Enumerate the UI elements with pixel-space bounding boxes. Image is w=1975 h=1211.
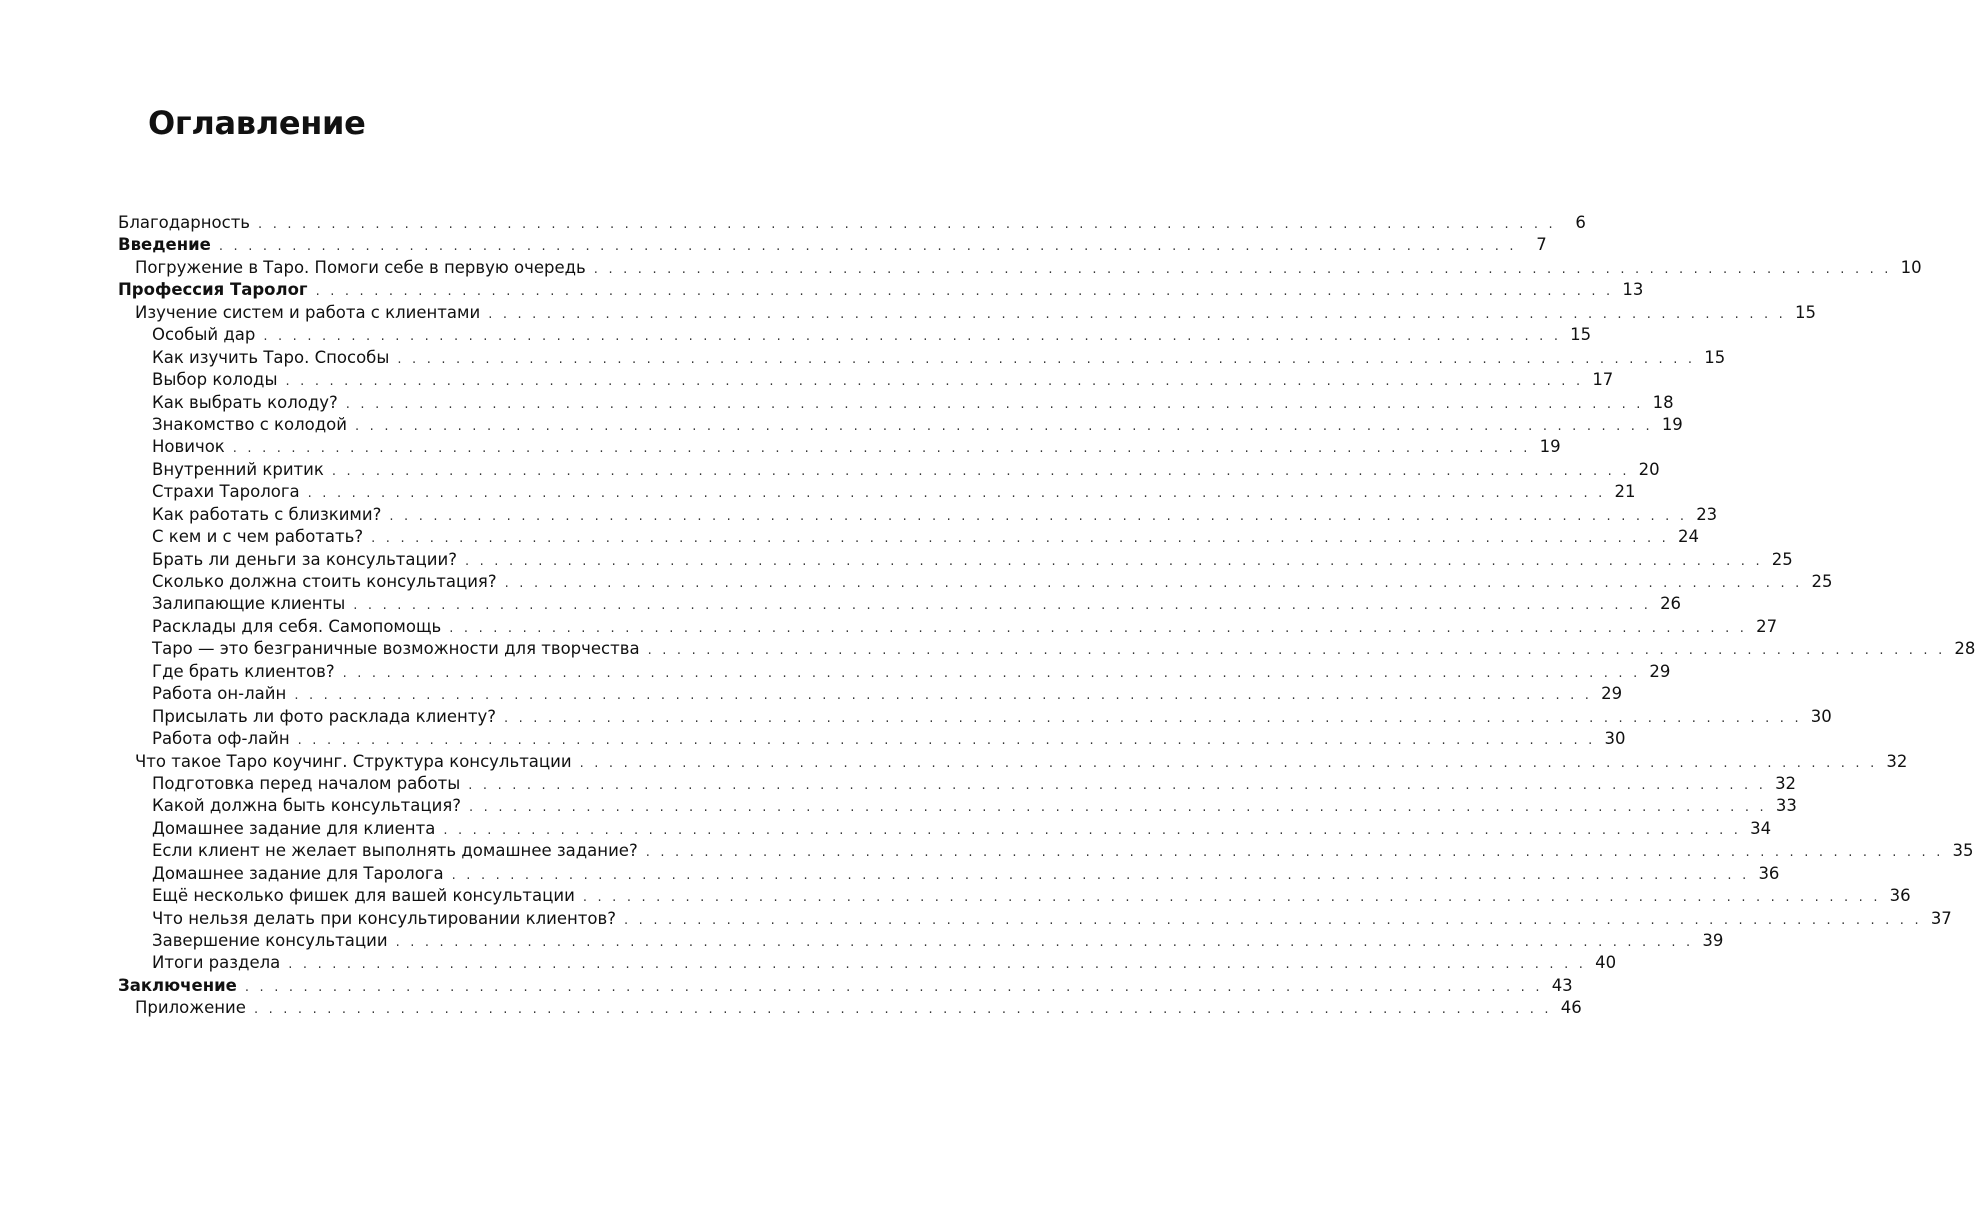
toc-entry[interactable] bbox=[118, 638, 1975, 660]
toc-entry-title: Итоги раздела bbox=[152, 953, 281, 973]
toc-dot-leader: . . . . . . . . . . . . . . . . . . . . . . . . . . . . . . . . . . . . . . . . . . . . . . . . . . . . . . . . . . . . . . . . . . . . . . . . . . . . . . . . . . . . . . . . . bbox=[389, 508, 1688, 524]
toc-entry-page-number: 34 bbox=[1750, 818, 1772, 838]
toc-entry[interactable] bbox=[118, 504, 1718, 526]
toc-entry-page-number: 19 bbox=[1539, 437, 1561, 457]
toc-entry-title: Завершение консультации bbox=[152, 931, 388, 950]
toc-entry[interactable] bbox=[118, 885, 1911, 907]
toc-entry[interactable] bbox=[118, 369, 1614, 391]
toc-entry-title: Благодарность bbox=[118, 213, 251, 232]
toc-entry-page-number: 23 bbox=[1696, 504, 1718, 524]
toc-entry-title: Таро — это безграничные возможности для творчества bbox=[152, 639, 640, 659]
toc-entry-page-number: 24 bbox=[1677, 527, 1699, 547]
toc-entry-title: Погружение в Таро. Помоги себе в первую очередь bbox=[135, 257, 586, 277]
toc-entry-page-number: 35 bbox=[1952, 841, 1974, 861]
toc-entry[interactable] bbox=[118, 593, 1682, 615]
toc-entry-page-number: 36 bbox=[1889, 886, 1911, 906]
toc-dot-leader: . . . . . . . . . . . . . . . . . . . . . . . . . . . . . . . . . . . . . . . . . . . . . . . . . . . . . . . . . . . . . . . . . . . . . . . . . . . . . . . . . . . . . . . . . bbox=[593, 261, 1892, 277]
toc-entry-title: Введение bbox=[118, 235, 211, 255]
toc-entry[interactable] bbox=[118, 257, 1922, 279]
toc-entry-title: Расклады для себя. Самопомощь bbox=[152, 616, 442, 636]
toc-dot-leader: . . . . . . . . . . . . . . . . . . . . . . . . . . . . . . . . . . . . . . . . . . . . . . . . . . . . . . . . . . . . . . . . . . . . . . . . . . . . . . . . . . . . . . . . . bbox=[307, 486, 1606, 502]
toc-entry-page-number: 28 bbox=[1954, 639, 1975, 659]
toc-entry[interactable] bbox=[118, 234, 1547, 256]
toc-entry-title: Приложение bbox=[135, 998, 246, 1018]
toc-dot-leader: . . . . . . . . . . . . . . . . . . . . . . . . . . . . . . . . . . . . . . . . . . . . . . . . . . . . . . . . . . . . . . . . . . . . . . . . . . . . . . . . . . . . . . . . . bbox=[582, 890, 1881, 906]
toc-entry-title: Домашнее задание для клиента bbox=[152, 818, 436, 838]
toc-entry[interactable] bbox=[118, 302, 1817, 324]
toc-dot-leader: . . . . . . . . . . . . . . . . . . . . . . . . . . . . . . . . . . . . . . . . . . . . . . . . . . . . . . . . . . . . . . . . . . . . . . . . . . . . . . . . . . . . . . . . . bbox=[504, 576, 1803, 591]
toc-entry-title: Ещё несколько фишек для вашей консультации bbox=[152, 886, 575, 906]
toc-entry[interactable] bbox=[118, 571, 1833, 593]
toc-entry-page-number: 36 bbox=[1758, 863, 1780, 883]
toc-entry[interactable] bbox=[118, 751, 1908, 773]
toc-entry[interactable] bbox=[118, 392, 1674, 414]
toc-entry-title: Новичок bbox=[152, 437, 225, 457]
toc-dot-leader: . . . . . . . . . . . . . . . . . . . . . . . . . . . . . . . . . . . . . . . . . . . . . . . . . . . . . . . . . . . . . . . . . . . . . . . . . . . . . . . . . . . . . . . . . bbox=[645, 845, 1944, 861]
toc-entry-page-number: 32 bbox=[1886, 751, 1908, 771]
toc-entry-title: Работа оф-лайн bbox=[152, 729, 290, 749]
toc-dot-leader: . . . . . . . . . . . . . . . . . . . . . . . . . . . . . . . . . . . . . . . . . . . . . . . . . . . . . . . . . . . . . . . . . . . . . . . . . . . . . . . . . . . . . . . . . bbox=[342, 665, 1641, 681]
toc-entry-page-number: 17 bbox=[1592, 370, 1614, 390]
toc-entry-page-number: 39 bbox=[1702, 931, 1724, 950]
toc-entry-page-number: 21 bbox=[1614, 482, 1636, 502]
toc-entry[interactable] bbox=[118, 728, 1626, 750]
toc-entry[interactable] bbox=[118, 549, 1793, 571]
toc-dot-leader: . . . . . . . . . . . . . . . . . . . . . . . . . . . . . . . . . . . . . . . . . . . . . . . . . . . . . . . . . . . . . . . . . . . . . . . . . . . . . . . . . . . . . . . . . bbox=[579, 755, 1878, 771]
toc-entry-title: Особый дар bbox=[152, 325, 256, 345]
toc-entry-title: Что такое Таро коучинг. Структура консультации bbox=[135, 751, 572, 771]
toc-dot-leader: . . . . . . . . . . . . . . . . . . . . . . . . . . . . . . . . . . . . . . . . . . . . . . . . . . . . . . . . . . . . . . . . . . . . . . . . . . . . . . . . . . . . . . . . . bbox=[451, 867, 1750, 883]
toc-entry-page-number: 30 bbox=[1810, 706, 1832, 726]
toc-dot-leader: . . . . . . . . . . . . . . . . . . . . . . . . . . . . . . . . . . . . . . . . . . . . . . . . . . . . . . . . . . . . . . . . . . . . . . . . . . . . . . . . . . . . . . . . . bbox=[345, 396, 1644, 412]
toc-dot-leader: . . . . . . . . . . . . . . . . . . . . . . . . . . . . . . . . . . . . . . . . . . . . . . . . . . . . . . . . . . . . . . . . . . . . . . . . . . . . . . . . . . . . . . . . . bbox=[449, 620, 1748, 636]
toc-dot-leader: . . . . . . . . . . . . . . . . . . . . . . . . . . . . . . . . . . . . . . . . . . . . . . . . . . . . . . . . . . . . . . . . . . . . . . . . . . . . . . . . . . . . . . . . . bbox=[294, 688, 1593, 704]
toc-entry[interactable] bbox=[118, 436, 1561, 458]
toc-entry-title: Брать ли деньги за консультации? bbox=[152, 549, 457, 569]
toc-entry-title: Выбор колоды bbox=[152, 370, 278, 390]
toc-entry-title: Как выбрать колоду? bbox=[152, 392, 338, 412]
toc-entry[interactable] bbox=[118, 997, 1582, 1019]
toc-entry-page-number: 13 bbox=[1622, 280, 1644, 300]
toc-entry-page-number: 46 bbox=[1560, 998, 1582, 1018]
toc-entry-page-number: 26 bbox=[1660, 594, 1682, 614]
toc-entry-page-number: 18 bbox=[1652, 392, 1674, 412]
toc-entry-title: Если клиент не желает выполнять домашнее задание? bbox=[152, 841, 638, 861]
toc-entry[interactable] bbox=[118, 347, 1726, 369]
toc-entry[interactable] bbox=[118, 908, 1952, 930]
toc-entry[interactable] bbox=[118, 706, 1832, 728]
toc-entry-title: Что нельзя делать при консультировании клиентов? bbox=[152, 908, 616, 928]
toc-entry[interactable] bbox=[118, 930, 1724, 952]
toc-entry-page-number: 27 bbox=[1756, 616, 1778, 636]
toc-entry-page-number: 19 bbox=[1661, 414, 1683, 434]
toc-entry-page-number: 30 bbox=[1604, 729, 1626, 749]
toc-entry-title: Внутренний критик bbox=[152, 459, 324, 479]
toc-entry-title: Профессия Таролог bbox=[118, 280, 308, 300]
toc-entry[interactable] bbox=[118, 773, 1797, 795]
toc-entry-title: Подготовка перед началом работы bbox=[152, 773, 461, 793]
toc-entry-page-number: 25 bbox=[1771, 549, 1793, 569]
toc-dot-leader: . . . . . . . . . . . . . . . . . . . . . . . . . . . . . . . . . . . . . . . . . . . . . . . . . . . . . . . . . . . . . . . . . . . . . . . . . . . . . . . . . . . . . . . . . bbox=[353, 598, 1652, 614]
toc-entry[interactable] bbox=[118, 975, 1573, 997]
toc-entry[interactable] bbox=[118, 526, 1699, 548]
toc-entry-title: Как изучить Таро. Способы bbox=[152, 347, 390, 367]
toc-entry-page-number: 33 bbox=[1775, 796, 1797, 816]
toc-dot-leader: . . . . . . . . . . . . . . . . . . . . . . . . . . . . . . . . . . . . . . . . . . . . . . . . . . . . . . . . . . . . . . . . . . . . . . . . . . . . . . . . . . . . . . . . . bbox=[468, 777, 1767, 793]
toc-dot-leader: . . . . . . . . . . . . . . . . . . . . . . . . . . . . . . . . . . . . . . . . . . . . . . . . . . . . . . . . . . . . . . . . . . . . . . . . . . . . . . . . . . . . . . . . . bbox=[331, 463, 1630, 479]
toc-entry[interactable] bbox=[118, 616, 1778, 638]
page-title: Оглавление bbox=[148, 104, 366, 142]
toc-entry[interactable] bbox=[118, 661, 1671, 683]
toc-entry-title: Домашнее задание для Таролога bbox=[152, 863, 444, 883]
toc-entry-page-number: 32 bbox=[1775, 773, 1797, 793]
toc-dot-leader: . . . . . . . . . . . . . . . . . . . . . . . . . . . . . . . . . . . . . . . . . . . . . . . . . . . . . . . . . . . . . . . . . . . . . . . . . . . . . . . . . . . . . . . . . bbox=[354, 418, 1653, 434]
toc-dot-leader: . . . . . . . . . . . . . . . . . . . . . . . . . . . . . . . . . . . . . . . . . . . . . . . . . . . . . . . . . . . . . . . . . . . . . . . . . . . . . . . . . . . . . . . . . bbox=[218, 239, 1517, 255]
toc-entry-title: Страхи Таролога bbox=[152, 482, 300, 502]
toc-dot-leader: . . . . . . . . . . . . . . . . . . . . . . . . . . . . . . . . . . . . . . . . . . . . . . . . . . . . . . . . . . . . . . . . . . . . . . . . . . . . . . . . . . . . . . . . . bbox=[623, 912, 1922, 928]
toc-dot-leader: . . . . . . . . . . . . . . . . . . . . . . . . . . . . . . . . . . . . . . . . . . . . . . . . . . . . . . . . . . . . . . . . . . . . . . . . . . . . . . . . . . . . . . . . . bbox=[263, 329, 1562, 345]
toc-entry[interactable] bbox=[118, 324, 1592, 346]
toc-dot-leader: . . . . . . . . . . . . . . . . . . . . . . . . . . . . . . . . . . . . . . . . . . . . . . . . . . . . . . . . . . . . . . . . . . . . . . . . . . . . . . . . . . . . . . . . . bbox=[443, 822, 1742, 838]
toc-entry-title: Залипающие клиенты bbox=[152, 594, 346, 614]
toc-entry-title: Изучение систем и работа с клиентами bbox=[135, 302, 481, 322]
toc-dot-leader: . . . . . . . . . . . . . . . . . . . . . . . . . . . . . . . . . . . . . . . . . . . . . . . . . . . . . . . . . . . . . . . . . . . . . . . . . . . . . . . . . . . . . . . . . bbox=[285, 374, 1584, 390]
toc-entry-title: Где брать клиентов? bbox=[152, 661, 335, 681]
toc-dot-leader: . . . . . . . . . . . . . . . . . . . . . . . . . . . . . . . . . . . . . . . . . . . . . . . . . . . . . . . . . . . . . . . . . . . . . . . . . . . . . . . . . . . . . . . . . bbox=[395, 935, 1694, 950]
toc-entry[interactable] bbox=[118, 212, 1586, 234]
toc-entry-title: Сколько должна стоить консультация? bbox=[152, 572, 497, 591]
toc-dot-leader: . . . . . . . . . . . . . . . . . . . . . . . . . . . . . . . . . . . . . . . . . . . . . . . . . . . . . . . . . . . . . . . . . . . . . . . . . . . . . . . . . . . . . . . . . bbox=[647, 643, 1946, 659]
toc-dot-leader: . . . . . . . . . . . . . . . . . . . . . . . . . . . . . . . . . . . . . . . . . . . . . . . . . . . . . . . . . . . . . . . . . . . . . . . . . . . . . . . . . . . . . . . . . bbox=[464, 553, 1763, 569]
toc-entry-title: Знакомство с колодой bbox=[152, 414, 347, 434]
toc-entry[interactable] bbox=[118, 414, 1683, 436]
toc-entry[interactable] bbox=[118, 840, 1974, 862]
toc-entry-title: С кем и с чем работать? bbox=[152, 527, 364, 547]
toc-entry-title: Заключение bbox=[118, 975, 237, 995]
toc-entry[interactable] bbox=[118, 863, 1780, 885]
toc-entry-title: Какой должна быть консультация? bbox=[152, 796, 462, 816]
toc-entry-page-number: 40 bbox=[1595, 953, 1617, 973]
toc-entry-title: Как работать с близкими? bbox=[152, 504, 382, 524]
toc-entry-page-number: 20 bbox=[1638, 459, 1660, 479]
toc-entry[interactable] bbox=[118, 818, 1772, 840]
toc-dot-leader: . . . . . . . . . . . . . . . . . . . . . . . . . . . . . . . . . . . . . . . . . . . . . . . . . . . . . . . . . . . . . . . . . . . . . . . . . . . . . . . . . . . . . . . . . bbox=[397, 351, 1696, 367]
toc-entry-page-number: 43 bbox=[1551, 975, 1573, 995]
toc-entry-page-number: 25 bbox=[1811, 572, 1833, 591]
toc-dot-leader: . . . . . . . . . . . . . . . . . . . . . . . . . . . . . . . . . . . . . . . . . . . . . . . . . . . . . . . . . . . . . . . . . . . . . . . . . . . . . . . . . . . . . . . . . bbox=[371, 531, 1669, 547]
toc-entry[interactable] bbox=[118, 952, 1617, 974]
toc-entry-title: Работа он-лайн bbox=[152, 684, 287, 704]
toc-dot-leader: . . . . . . . . . . . . . . . . . . . . . . . . . . . . . . . . . . . . . . . . . . . . . . . . . . . . . . . . . . . . . . . . . . . . . . . . . . . . . . . . . . . . . . . . . bbox=[253, 1002, 1552, 1018]
toc-entry[interactable] bbox=[118, 795, 1797, 817]
toc-entry-page-number: 15 bbox=[1795, 302, 1817, 322]
toc-entry[interactable] bbox=[118, 683, 1623, 705]
toc-entry-page-number: 29 bbox=[1649, 661, 1671, 681]
toc-dot-leader: . . . . . . . . . . . . . . . . . . . . . . . . . . . . . . . . . . . . . . . . . . . . . . . . . . . . . . . . . . . . . . . . . . . . . . . . . . . . . . . . . . . . . . . . . bbox=[488, 306, 1787, 322]
toc-entry-page-number: 29 bbox=[1601, 684, 1623, 704]
toc-dot-leader: . . . . . . . . . . . . . . . . . . . . . . . . . . . . . . . . . . . . . . . . . . . . . . . . . . . . . . . . . . . . . . . . . . . . . . . . . . . . . . . . . . . . . . . . . bbox=[297, 733, 1596, 749]
toc-entry-page-number: 7 bbox=[1536, 235, 1547, 255]
toc-entry[interactable] bbox=[118, 459, 1660, 481]
toc-entry-page-number: 10 bbox=[1900, 257, 1922, 277]
toc-entry-page-number: 6 bbox=[1575, 213, 1586, 232]
toc-entry-title: Присылать ли фото расклада клиенту? bbox=[152, 706, 496, 726]
toc-dot-leader: . . . . . . . . . . . . . . . . . . . . . . . . . . . . . . . . . . . . . . . . . . . . . . . . . . . . . . . . . . . . . . . . . . . . . . . . . . . . . . . . . . . . . . . . . bbox=[232, 441, 1531, 457]
toc-dot-leader: . . . . . . . . . . . . . . . . . . . . . . . . . . . . . . . . . . . . . . . . . . . . . . . . . . . . . . . . . . . . . . . . . . . . . . . . . . . . . . . . . . . . . . . . . bbox=[244, 979, 1543, 995]
toc-entry-page-number: 37 bbox=[1930, 908, 1952, 928]
toc-entry[interactable] bbox=[118, 279, 1644, 301]
toc-dot-leader: . . . . . . . . . . . . . . . . . . . . . . . . . . . . . . . . . . . . . . . . . . . . . . . . . . . . . . . . . . . . . . . . . . . . . . . . . . . . . . . . . . . . . . . . . bbox=[469, 800, 1767, 816]
toc-dot-leader: . . . . . . . . . . . . . . . . . . . . . . . . . . . . . . . . . . . . . . . . . . . . . . . . . . . . . . . . . . . . . . . . . . . . . . . . . . . . . . . . . . . . . . . . . bbox=[288, 957, 1587, 973]
toc-entry-page-number: 15 bbox=[1570, 325, 1592, 345]
toc-entry-page-number: 15 bbox=[1704, 347, 1726, 367]
toc-entry[interactable] bbox=[118, 481, 1636, 503]
toc-dot-leader: . . . . . . . . . . . . . . . . . . . . . . . . . . . . . . . . . . . . . . . . . . . . . . . . . . . . . . . . . . . . . . . . . . . . . . . . . . . . . . . . . . . . . . . . . bbox=[258, 217, 1556, 232]
toc-dot-leader: . . . . . . . . . . . . . . . . . . . . . . . . . . . . . . . . . . . . . . . . . . . . . . . . . . . . . . . . . . . . . . . . . . . . . . . . . . . . . . . . . . . . . . . . . bbox=[315, 284, 1614, 300]
toc-dot-leader: . . . . . . . . . . . . . . . . . . . . . . . . . . . . . . . . . . . . . . . . . . . . . . . . . . . . . . . . . . . . . . . . . . . . . . . . . . . . . . . . . . . . . . . . . bbox=[503, 710, 1802, 726]
table-of-contents bbox=[118, 212, 1975, 1020]
